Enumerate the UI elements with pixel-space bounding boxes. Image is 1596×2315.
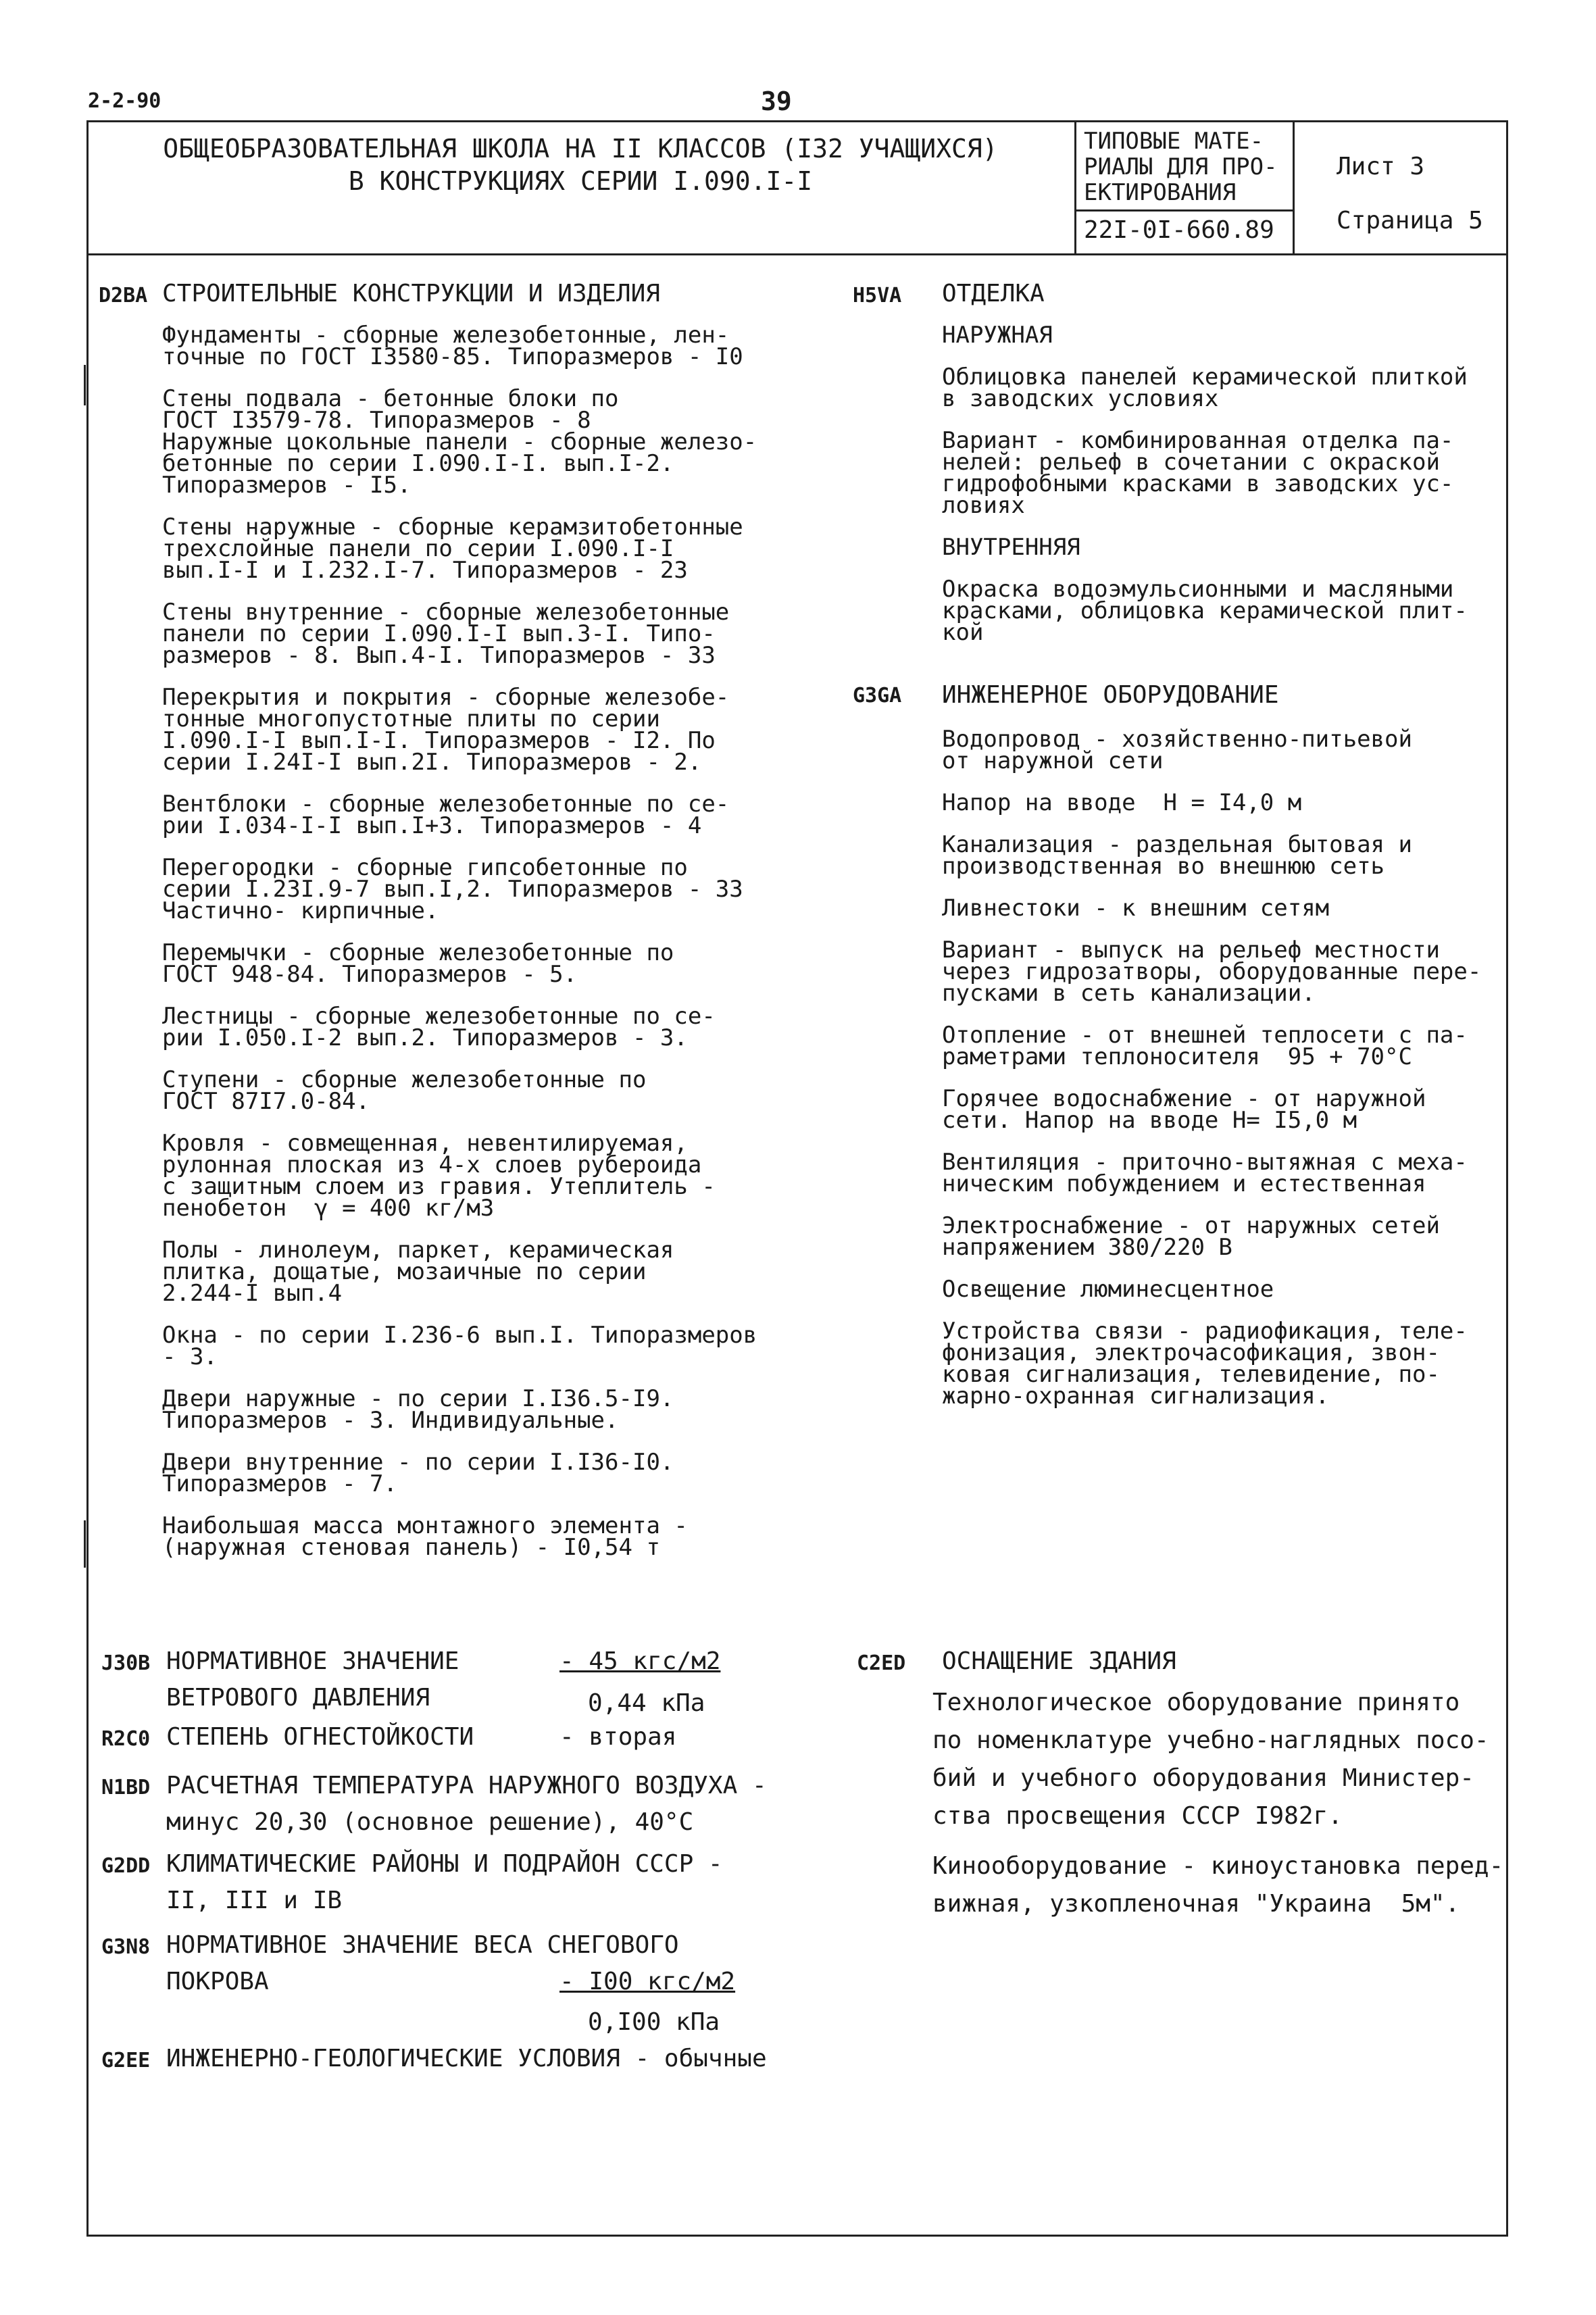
section-code: R2C0 bbox=[101, 1727, 151, 1751]
list-item: Перекрытия и покрытия - сборные железобе- тонные многопустотные плиты по серии I.090.I-I вып.I-I. Типоразмеров - I2. По серии I.24I-I вып.2I. Типоразмеров - 2. bbox=[162, 684, 730, 776]
label-line: II, III и IB bbox=[166, 1887, 343, 1914]
page-number: 39 bbox=[761, 86, 792, 116]
section-code: G3GA bbox=[853, 684, 902, 707]
sheet-number: Лист 3 bbox=[1337, 153, 1425, 180]
section-code: J30B bbox=[101, 1651, 151, 1675]
list-item: Кровля - совмещенная, невентилируемая, рулонная плоская из 4-х слоев рубероида с защитным слоем из гравия. Утеплитель - пенобетон γ = 400 кг/м3 bbox=[162, 1130, 716, 1222]
section-code: N1BD bbox=[101, 1776, 151, 1799]
document-title bbox=[86, 132, 1074, 197]
document-code: 2-2-90 bbox=[88, 89, 161, 113]
finishing-list bbox=[942, 324, 1510, 664]
fire-resistance-value: - вторая bbox=[559, 1723, 677, 1751]
project-code: 22I-0I-660.89 bbox=[1084, 216, 1274, 244]
list-item: Вентблоки - сборные железобетонные по се- рии I.034-I-I вып.I+3. Типоразмеров - 4 bbox=[162, 791, 730, 839]
list-item: Водопровод - хозяйственно-питьевой от наружной сети bbox=[942, 726, 1412, 774]
snow-load-value bbox=[559, 1964, 735, 2000]
engineering-list bbox=[942, 728, 1510, 1427]
section-heading: ИНЖЕНЕРНОЕ ОБОРУДОВАНИЕ bbox=[942, 681, 1279, 709]
title-line-1: ОБЩЕОБРАЗОВАТЕЛЬНАЯ ШКОЛА НА II КЛАССОВ (I32 УЧАЩИХСЯ) bbox=[163, 134, 998, 164]
list-item: Вариант - выпуск на рельеф местности через гидрозатворы, оборудованные пере- пусками в сеть канализации. bbox=[942, 937, 1482, 1007]
list-item: Наибольшая масса монтажного элемента - (наружная стеновая панель) - I0,54 т bbox=[162, 1512, 688, 1561]
list-item: Окраска водоэмульсионными и масляными красками, облицовка керамической плит- кой bbox=[942, 576, 1468, 646]
label-line: НОРМАТИВНОЕ ЗНАЧЕНИЕ bbox=[166, 1647, 459, 1675]
list-item: Стены наружные - сборные керамзитобетонные трехслойные панели по серии I.090.I-I вып.I-I и I.232.I-7. Типоразмеров - 23 bbox=[162, 514, 743, 584]
list-item: Электроснабжение - от наружных сетей напряжением 380/220 В bbox=[942, 1212, 1440, 1261]
cinema-equipment-text: Кинооборудование - киноустановка перед- вижная, узкопленочная "Украина 5м". bbox=[932, 1852, 1504, 1918]
label-line: минус 20,30 (основное решение), 40°C bbox=[166, 1808, 694, 1836]
list-item: Вариант - комбинированная отделка па- нелей: рельеф в сочетании с окраской гидрофобными красками в заводских ус- ловиях bbox=[942, 427, 1454, 519]
fire-resistance-label: СТЕПЕНЬ ОГНЕСТОЙКОСТИ bbox=[166, 1723, 474, 1751]
divider bbox=[1074, 209, 1295, 211]
value-line: - 45 кгс/м2 bbox=[559, 1647, 721, 1675]
materials-label: ТИПОВЫЕ МАТЕ- РИАЛЫ ДЛЯ ПРО- ЕКТИРОВАНИЯ bbox=[1084, 128, 1278, 206]
margin-mark bbox=[84, 365, 86, 405]
divider bbox=[1293, 120, 1295, 255]
list-item: Двери наружные - по серии I.I36.5-I9. Типоразмеров - 3. Индивидуальные. bbox=[162, 1385, 674, 1434]
title-block bbox=[86, 120, 1508, 255]
list-item: Вентиляция - приточно-вытяжная с меха- ническим побуждением и естественная bbox=[942, 1149, 1468, 1197]
list-item: Освещение люминесцентное bbox=[942, 1276, 1274, 1303]
list-item: Двери внутренние - по серии I.I36-I0. Типоразмеров - 7. bbox=[162, 1449, 674, 1497]
wind-pressure-label bbox=[166, 1643, 459, 1716]
title-line-2: В КОНСТРУКЦИЯХ СЕРИИ I.090.I-I bbox=[348, 166, 813, 196]
list-item: Устройства связи - радиофикация, теле- фонизация, электрочасофикация, звон- ковая сигнализация, телевидение, по- жарно-охранная сигнализация. bbox=[942, 1318, 1468, 1410]
section-heading: ОТДЕЛКА bbox=[942, 280, 1045, 307]
divider bbox=[1074, 120, 1076, 255]
label-line: НОРМАТИВНОЕ ЗНАЧЕНИЕ ВЕСА СНЕГОВОГО bbox=[166, 1931, 679, 1959]
section-code: C2ED bbox=[857, 1651, 906, 1675]
list-item: Горячее водоснабжение - от наружной сети. Напор на вводе H= I5,0 м bbox=[942, 1085, 1426, 1134]
section-code: G3N8 bbox=[101, 1935, 151, 1959]
section-code: D2BA bbox=[99, 284, 148, 307]
wind-pressure-kpa: 0,44 кПа bbox=[588, 1689, 705, 1717]
design-temperature bbox=[166, 1768, 767, 1841]
label-line: ПОКРОВА bbox=[166, 1968, 269, 1995]
label-line: КЛИМАТИЧЕСКИЕ РАЙОНЫ И ПОДРАЙОН СССР - bbox=[166, 1850, 723, 1878]
section-heading: СТРОИТЕЛЬНЫЕ КОНСТРУКЦИИ И ИЗДЕЛИЯ bbox=[162, 280, 660, 307]
list-item: Ливнестоки - к внешним сетям bbox=[942, 895, 1330, 922]
list-item: Лестницы - сборные железобетонные по се- рии I.050.I-2 вып.2. Типоразмеров - 3. bbox=[162, 1003, 716, 1051]
section-code: G2DD bbox=[101, 1854, 151, 1878]
climate-regions bbox=[166, 1846, 723, 1919]
list-item: Полы - линолеум, паркет, керамическая плитка, дощатые, мозаичные по серии 2.244-I вып.4 bbox=[162, 1237, 674, 1307]
equipment-text: Технологическое оборудование принято по номенклатуре учебно-наглядных посо- бий и учебного оборудования Министер- ства просвещения СССР I982г. bbox=[932, 1689, 1489, 1830]
list-item: Перемычки - сборные железобетонные по ГОСТ 948-84. Типоразмеров - 5. bbox=[162, 939, 674, 988]
list-item: Окна - по серии I.236-6 вып.I. Типоразмеров - 3. bbox=[162, 1322, 757, 1370]
subheading: НАРУЖНАЯ bbox=[942, 322, 1053, 349]
subheading: ВНУТРЕННЯЯ bbox=[942, 534, 1080, 561]
list-item: Фундаменты - сборные железобетонные, лен- точные по ГОСТ I3580-85. Типоразмеров - I0 bbox=[162, 322, 743, 370]
section-code: H5VA bbox=[853, 284, 902, 307]
list-item: Ступени - сборные железобетонные по ГОСТ 87I7.0-84. bbox=[162, 1066, 647, 1115]
value-line: - I00 кгс/м2 bbox=[559, 1968, 736, 1995]
list-item: Канализация - раздельная бытовая и производственная во внешнюю сеть bbox=[942, 831, 1412, 880]
label-line: ВЕТРОВОГО ДАВЛЕНИЯ bbox=[166, 1684, 430, 1712]
label-line: РАСЧЕТНАЯ ТЕМПЕРАТУРА НАРУЖНОГО ВОЗДУХА - bbox=[166, 1772, 767, 1799]
margin-mark bbox=[84, 1520, 86, 1568]
snow-load-kpa: 0,I00 кПа bbox=[588, 2008, 720, 2036]
section-heading: ОСНАЩЕНИЕ ЗДАНИЯ bbox=[942, 1647, 1176, 1675]
page-label: Страница 5 bbox=[1337, 207, 1483, 234]
list-item: Облицовка панелей керамической плиткой в заводских условиях bbox=[942, 364, 1468, 412]
list-item: Перегородки - сборные гипсобетонные по серии I.23I.9-7 вып.I,2. Типоразмеров - 33 Частично- кирпичные. bbox=[162, 854, 743, 924]
list-item: Стены внутренние - сборные железобетонные панели по серии I.090.I-I вып.3-I. Типо- размеров - 8. Вып.4-I. Типоразмеров - 33 bbox=[162, 599, 730, 669]
wind-pressure-value bbox=[559, 1643, 720, 1680]
section-code: G2EE bbox=[101, 2049, 151, 2072]
list-item: Отопление - от внешней теплосети с па- раметрами теплоносителя 95 + 70°C bbox=[942, 1022, 1468, 1070]
constructions-list bbox=[162, 324, 791, 1578]
list-item: Напор на вводе H = I4,0 м bbox=[942, 789, 1302, 816]
list-item: Стены подвала - бетонные блоки по ГОСТ I3579-78. Типоразмеров - 8 Наружные цокольные панели - сборные железо- бетонные по серии I.090.I-I. вып.I-2. Типоразмеров - I5. bbox=[162, 385, 757, 499]
geological-conditions: ИНЖЕНЕРНО-ГЕОЛОГИЧЕСКИЕ УСЛОВИЯ - обычные bbox=[166, 2045, 767, 2072]
